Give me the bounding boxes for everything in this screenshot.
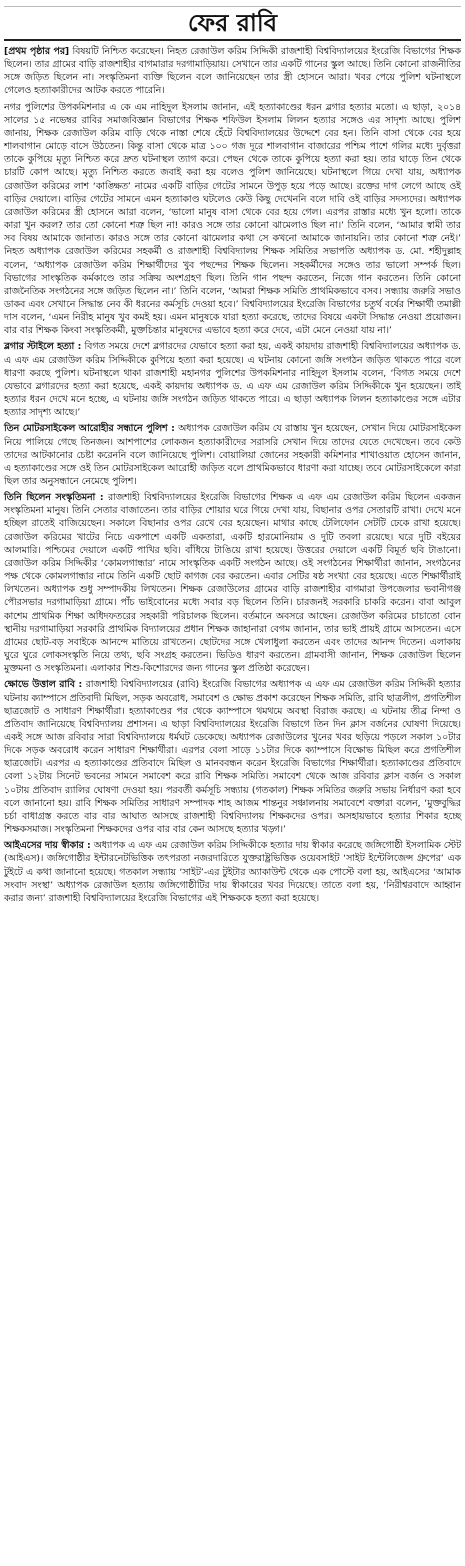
paragraph-lead: ব্লগার স্টাইলে হত্যা : [4,341,82,353]
headline: ফের রাবি [4,9,461,41]
paragraph-text: অধ্যাপক রেজাউল করিম যে রাস্তায় খুন হয়েছেন, সেখান দিয়ে মোটরসাইকেল নিয়ে পালিয়ে গেছে তিনজন। আশপাশের লোকজন হত্যাকারীদের সরাসরি সেখান দিয়ে তাদের যেতে দেখেছেন। তবে কেউ তাদের আটকানোর চেষ্টা করেননি বলে জানিয়েছে পুলিশ। বোয়ালিয়া জোনের সহকারী কমিশনার শাখাওয়াত হোসেন জানান, এ হত্যাকাণ্ডের সঙ্গে ওই তিন মোটরসাইকেল আরোহী জড়িত বলে প্রাথমিকভাবে ধারণা করা যাচ্ছে। তবে মোটরসাইকেলে কারা ছিল তার অনুসন্ধানে নেমেছে পুলিশ। [4,423,461,487]
paragraph [4,491,461,675]
paragraph-lead: ক্ষোভে উত্তাল রাবি : [4,679,83,691]
paragraph-text: বিগত সময়ে দেশে ব্লগারদের যেভাবে হত্যা করা হয়, একই কায়দায় রাজশাহী বিশ্ববিদ্যালয়ের অধ্যাপক ড. এ এফ এম রেজাউল করিম সিদ্দিকীকে কুপিয়ে হত্যা করা হয়েছে। এ ঘটনায় কোনো জঙ্গি সংগঠন জড়িত থাকতে পারে বলে ধারণা করছে পুলিশ। ঘটনাস্থলে থাকা রাজশাহী মহানগর পুলিশের উপকমিশনার নাহিদুল ইসলাম বলেন, ‘বিগত সময়ে দেশে যেভাবে ব্লগারদের হত্যা করা হয়েছে, একই কায়দায় অধ্যাপক ড. এ এফ এম রেজাউল করিম সিদ্দিকীকে খুন হয়েছেন। তাই হত্যার ধরন দেখে মনে হচ্ছে, এ ঘটনায় জঙ্গি সংগঠন জড়িত থাকতে পারে। এ ছাড়া অধ্যাপক লিলন হত্যাকাণ্ডের সঙ্গে এটার হত্যার সাদৃশ্য আছে।’ [4,341,461,419]
paragraph [4,422,461,488]
paragraph [4,45,461,98]
paragraph-lead: [প্রথম পৃষ্ঠার পর] [4,46,70,57]
paragraph-text: রাজশাহী বিশ্ববিদ্যালয়ের (রাবি) ইংরেজি বিভাগের অধ্যাপক এ এফ এম রেজাউল করিম সিদ্দিকী হত্যার ঘটনায় ক্যাম্পাসে প্রতিবাদী মিছিল, সড়ক অবরোধ, সমাবেশ ও ক্ষোভ প্রকাশ করেছেন শিক্ষক সমিতি, রাবি ছাত্রলীগ, প্রগতিশীল ছাত্রজোট ও সাধারণ শিক্ষার্থীরা। হত্যাকাণ্ডের পর থেকে ক্যাম্পাসে থমথমে অবস্থা বিরাজ করছে। এ ঘটনায় তীব্র নিন্দা ও প্রতিবাদ জানিয়েছে বিশ্ববিদ্যালয় প্রশাসন। এ ছাড়া বিশ্ববিদ্যালয়ের ইংরেজি বিভাগে তিন দিন ক্লাস বর্জনের ঘোষণা দিয়েছে। একই সঙ্গে আজ রবিবার সারা বিশ্ববিদ্যালয়ে ধর্মঘট ডেকেছে। অধ্যাপক রেজাউলের খুনের খবর ছড়িয়ে পড়লে সকাল ১০টার দিকে সড়ক অবরোধ করেন সাধারণ শিক্ষার্থীরা। এরপর বেলা সাড়ে ১১টার দিকে ক্যাম্পাসে বিক্ষোভ মিছিল করে প্রগতিশীল ছাত্রজোট। এরপর এ হত্যাকাণ্ডের প্রতিবাদে মিছিল ও মানববন্ধন করেন ইংরেজি বিভাগের শিক্ষার্থীরা। হত্যাকাণ্ডের প্রতিবাদে বেলা ১২টায় সিনেট ভবনের সামনে সমাবেশ করে রাবি শিক্ষক সমিতি। সমাবেশ থেকে আজ রবিবার ক্লাস বর্জন ও সকাল ১০টায় প্রতিবাদ র‍্যালির ঘোষণা দেওয়া হয়। পরবর্তী কর্মসূচি সন্ধ্যায় (গতকাল) শিক্ষক সমিতির জরুরি সভায় নির্ধারণ করা হবে বলে জানানো হয়। রাবি শিক্ষক সমিতির সাধারণ সম্পাদক শাহ আজম শান্তনুর সঞ্চালনায় সমাবেশে বক্তারা বলেন, ‘মুক্তবুদ্ধির চর্চা বাধাগ্রস্ত করতে বার বার আঘাত আসছে রাজশাহী বিশ্ববিদ্যালয় শিক্ষকদের ওপর। অসহায়ভাবে হত্যার শিকার হচ্ছে শিক্ষকসমাজ। সংস্কৃতিমনা শিক্ষকদের ওপর বার বার কেন আসছে হত্যার খড়্গ।’ [4,679,461,836]
paragraph-text: রাজশাহী বিশ্ববিদ্যালয়ের ইংরেজি বিভাগের শিক্ষক এ এফ এম রেজাউল করিম ছিলেন একজন সংস্কৃতিমনা মানুষ। তিনি সেতার বাজাতেন। তার বাড়ির শোয়ার ঘরে গিয়ে দেখা যায়, বিছানার ওপর সেতারটি রাখা। দেখে মনে হচ্ছিল রাতেই বাজিয়েছেন। সকালে বিছানার ওপর রেখে বের হয়েছেন। মাথার কাছে টেলিফোন সেটটি ঢেকে রাখা হয়েছে। রেজাউল করিমের খাটের নিচে একপাশে একটি একতারা, একটি হারমোনিয়াম ও দুটি তবলা রয়েছে। ঘরে দুটি বইয়ের আলমারি। পশ্চিমের দেয়ালে একটি পাখির ছবি। বাঁধিয়ে টাঙিয়ে রাখা হয়েছে। উত্তরের দেয়ালে একটি বিমূর্ত ছবি টাঙানো। রেজাউল করিম সিদ্দিকীর ‘কোমলগান্ধার’ নামে সাংস্কৃতিক একটি সংগঠন আছে। ওই সংগঠনের শিক্ষার্থীরা জানান, সংগঠনের পক্ষ থেকে কোমলগান্ধার নামে তিনি একটি ছোট কাগজ বের করতেন। এবার সেটির ষষ্ঠ সংখ্যা বের হয়েছে। এতে শিক্ষার্থীরাই লিখতেন। অধ্যাপক শুধু সম্পাদকীয় লিখতেন। শিক্ষক রেজাউলের গ্রামের বাড়ি রাজশাহীর বাগমারা উপজেলার ভবানীগঞ্জ পৌরসভার দরগামাড়িয়া গ্রামে। পাঁচ ভাইবোনের মধ্যে সবার বড় ছিলেন তিনি। চারজনই সরকারি চাকরি করেন। বাবা আবুল কাশেম প্রাথমিক শিক্ষা অধিদফতরের সহকারী পরিচালক ছিলেন। বর্তমানে অবসরে আছেন। রেজাউল করিমের চাচাতো বোন স্থানীয় দরগামাড়িয়া সরকারি প্রাথমিক বিদ্যালয়ের প্রধান শিক্ষক জাহানারা বেগম জানান, তার ভাই প্রায়ই গ্রামে আসতেন। এসে গ্রামের ছোট-বড় সবাইকে আনন্দে মাতিয়ে রাখতেন। ছোটদের সঙ্গে খেলাধুলা করতেন এবং তাদের আনন্দ দিতেন। এলাকায় ঘুরে ঘুরে লোকসংস্কৃতি নিয়ে তথ্য, ছবি সংগ্রহ করতেন। ভিডিও ধারণ করতেন। গ্রামবাসী জানান, শিক্ষক রেজাউল ছিলেন মুক্তমনা ও সংস্কৃতিমনা। এলাকার শিশু-কিশোরদের জন্য গানের স্কুল প্রতিষ্ঠা করেছেন। [4,492,461,675]
paragraph-text: বিষয়টি নিশ্চিত করেছেন। নিহত রেজাউল করিম সিদ্দিকী রাজশাহী বিশ্ববিদ্যালয়ের ইংরেজি বিভাগের শিক্ষক ছিলেন। তার গ্রামের বাড়ি রাজশাহীর বাগমারার দরগামাড়িয়ায়। সেখানে তার একটি গানের স্কুল আছে। তিনি কোনো রাজনীতির সঙ্গে জড়িত ছিলেন না। সংস্কৃতিমনা ব্যক্তি ছিলেন বলে জানিয়েছেন তার স্ত্রী হোসনে আরা। খবর পেয়ে পুলিশ ঘটনাস্থলে গেলেও হত্যাকারীদের আটক করতে পারেনি। [4,46,461,97]
paragraph-lead: তিন মোটরসাইকেল আরোহীর সন্ধানে পুলিশ : [4,423,175,435]
top-strip [4,0,461,7]
paragraph-lead: তিনি ছিলেন সংস্কৃতিমনা : [4,492,104,504]
paragraph-text: অধ্যাপক এ এফ এম রেজাউল করিম সিদ্দিকীকে হত্যার দায় স্বীকার করেছে জঙ্গিগোষ্ঠী ইসলামিক স্টেট (আইএস)। জঙ্গিগোষ্ঠীর ইন্টারনেটভিত্তিক তৎপরতা নজরদারিতে যুক্তরাষ্ট্রভিত্তিক ওয়েবসাইট ‘সাইট ইন্টেলিজেন্স গ্রুপের’ এক টুইটে এ কথা জানানো হয়েছে। গতকাল সন্ধ্যায় ‘সাইট’-এর টুইটার অ্যাকাউন্ট থেকে এক পোস্টে বলা হয়, আইএসের ‘আমাক সংবাদ সংস্থা’ অধ্যাপক রেজাউল হত্যায় জঙ্গিগোষ্ঠীটির দায় স্বীকারের খবর দিয়েছে। তাতে বলা হয়, ‘নিরীশ্বরবাদে আহ্বান করার জন্য’ রাজশাহী বিশ্ববিদ্যালয়ের ইংরেজি বিভাগের এই শিক্ষককে হত্যা করা হয়েছে। [4,840,461,904]
paragraph [4,839,461,905]
paragraph [4,101,461,338]
paragraph [4,678,461,836]
paragraph-lead: আইএসের দায় স্বীকার : [4,840,91,852]
paragraph [4,340,461,419]
paragraph-text: নগর পুলিশের উপকমিশনার এ কে এম নাহিদুল ইসলাম জানান, এই হত্যাকাণ্ডের ধরন ব্লগার হত্যার মতো। এ ছাড়া, ২০১৪ সালের ১৫ নভেম্বর রাবির সমাজবিজ্ঞান বিভাগের শিক্ষক শফিউল ইসলাম লিলন হত্যার সঙ্গেও এর সাদৃশ্য আছে। পুলিশ জানায়, শিক্ষক রেজাউল করিম বাড়ি থেকে নাস্তা শেষে হেঁটে বিশ্ববিদ্যালয়ের উদ্দেশে বের হন। তিনি বাসা থেকে বের হয়ে শালবাগান মোড়ে বাসে উঠতেন। কিন্তু বাসা থেকে মাত্র ১০০ গজ দূরে শালবাগান বাজারের পশ্চিম পাশে গলির মধ্যে দুর্বৃত্তরা তাকে কুপিয়ে মৃত্যু নিশ্চিত করে দ্রুত ঘটনাস্থল ত্যাগ করে। পেছন থেকে তাকে কুপিয়ে হত্যা করা হয়। তার ঘাড়ে তিন থেকে চারটি কোপ আছে। মৃত্যু নিশ্চিত করতে জবাই করা হয় বলেও পুলিশ জানিয়েছে। ঘটনাস্থলে গিয়ে দেখা যায়, অধ্যাপক রেজাউল করিমের লাশ ‘কাঙ্ক্ষিত’ নামের একটি বাড়ির গেটের সামনে উপুড় হয়ে পড়ে আছে। রক্তের দাগ লেগে আছে ওই বাড়ির দেয়ালে। বাড়ির গেটের সামনে এমন হত্যাকাণ্ড ঘটলেও কেউ কিছু দেখেননি বলে দাবি ওই বাড়ির সদস্যদের। অধ্যাপক রেজাউল করিমের স্ত্রী হোসনে আরা বলেন, ‘ভালো মানুষ বাসা থেকে বের হয়ে গেল। এরপর রাস্তার মধ্যে খুন হলো। তাকে কারা খুন করল? তার তো কোনো শত্রু ছিল না! কারও সঙ্গে তার কোনো ঝামেলাও ছিল না।’ তিনি বলেন, ‘আমার স্বামী তার সব বিষয় আমাকে জানাত। কারও সঙ্গে তার কোনো ঝামেলার কথা সে কখনো আমাকে জানায়নি। তার কোনো শত্রু নেই।’ নিহত অধ্যাপক রেজাউল করিমের সহকর্মী ও রাজশাহী বিশ্ববিদ্যালয় শিক্ষক সমিতির সভাপতি অধ্যাপক ড. মো. শহীদুল্লাহ বলেন, ‘অধ্যাপক রেজাউল করিম শিক্ষার্থীদের খুব পছন্দের শিক্ষক ছিলেন। সহকর্মীদের সঙ্গেও তার ভালো সম্পর্ক ছিল। বিভাগের সাংস্কৃতিক কর্মকাণ্ডে তার সক্রিয় অংশগ্রহণ ছিল। তিনি গান পছন্দ করতেন, নিজে গান করতেন। তিনি কোনো রাজনৈতিক সংগঠনের সঙ্গে জড়িত ছিলেন না।’ তিনি বলেন, ‘আমরা শিক্ষক সমিতি প্রাথমিকভাবে বসব। সন্ধ্যায় জরুরি সভাও ডাকব এবং সেখানে সিদ্ধান্ত নেব কী ধরনের কর্মসূচি দেওয়া হবে।’ বিশ্ববিদ্যালয়ের ইংরেজি বিভাগের চতুর্থ বর্ষের শিক্ষার্থী তমাল্লী দাস বলেন, ‘এমন নিরীহ মানুষ খুব কমই হয়। এমন মানুষকে যারা হত্যা করেছে, তাদের বিষয়ে একটা সিদ্ধান্ত নেওয়া প্রয়োজন। বার বার শিক্ষক কিংবা সংস্কৃতিকর্মী, মুক্তচিন্তার মানুষদের এভাবে হত্যা করে দেবে, এটা মেনে নেওয়া যায় না।’ [4,101,461,337]
article-body [4,45,461,905]
